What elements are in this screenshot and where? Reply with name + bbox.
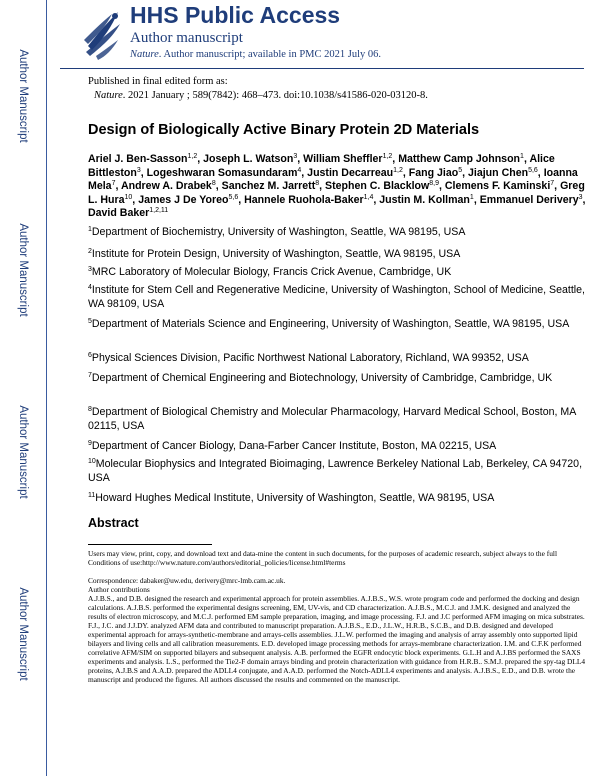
affiliation-number: 9 [88, 440, 92, 447]
affiliation [88, 405, 588, 433]
affiliation-number: 7 [88, 372, 92, 379]
contributions-heading: Author contributions [88, 585, 150, 594]
affiliation-text: Howard Hughes Medical Institute, University of Washington, Seattle, WA 98195, USA [95, 492, 495, 504]
author-affiliation-marker: 3 [136, 166, 141, 174]
author-name: Hannele Ruohola-Baker [244, 193, 364, 206]
affiliation-number: 11 [88, 492, 96, 499]
hhs-subtitle: Author manuscript [130, 30, 243, 46]
availability-line: Nature. Author manuscript; available in PMC 2021 July 06. [130, 49, 382, 60]
header-rule [60, 68, 584, 69]
author-affiliation-marker: 8 [211, 180, 216, 188]
author-name: William Sheffler [303, 153, 383, 165]
affiliation-text: Department of Biochemistry, University of Washington, Seattle, WA 98195, USA [91, 226, 466, 238]
author-affiliation-marker: 1,2 [382, 153, 393, 160]
author-name: Jiajun Chen [468, 166, 529, 179]
author-list: Ariel J. Ben-Sasson$^{1,2}$, Joseph L. Watson$^3$, William Sheffler$^{1,2}$, Matthew Camp Johnson$^1$, Alice Bittleston$^3$, Logeshwaran Somasundaram$^4$, Justin Decarreau$^{1,2}$, Fang Jiao$^5$, Jiajun Chen$^{5,6}$, Ioanna Mela$^7$, Andrew A. Drabek$^8$, Sanchez M. Jarrett$^8$, Stephen C. Blacklow$^{8,9}$, Clemens F. Kaminski$^7$, Greg L. Hura$^{10}$, James J De Yoreo$^{5,6}$, Hannele Ruohola-Baker$^{1,4}$, Justin M. Kollman$^1$, Emmanuel Derivery$^3$, David Baker$^{1,2,11}$ [88, 153, 586, 220]
affiliation [88, 283, 588, 311]
terms-of-use: Users may view, print, copy, and download text and data-mine the content in such documents, for the purposes of academic research, subject always to the full Conditions of use:http://www.nature.com/authors/editorial_policies/license.html#terms [88, 549, 558, 567]
affiliation-number: 3 [88, 266, 92, 273]
affiliation [88, 351, 588, 365]
author-name: Stephen C. Blacklow [325, 180, 430, 193]
author-affiliation-marker: 3 [293, 153, 298, 160]
affiliation-number: 6 [88, 352, 92, 359]
author-affiliation-marker: 3 [578, 193, 583, 201]
author-name: Clemens F. Kaminski [444, 180, 551, 193]
author-name: Joseph L. Watson [203, 153, 294, 165]
affiliation [88, 491, 588, 505]
affiliation-text: MRC Laboratory of Molecular Biology, Francis Crick Avenue, Cambridge, UK [91, 266, 452, 278]
author-name: Fang Jiao [408, 166, 459, 179]
author-contributions: A.J.B.S., and D.B. designed the research and experimental approach for protein assemblies. A.J.B.S., W.S. wrote program code and performed the docking and design calculations. A.J.B.S. performed the experimental designs screening, EM, UV-vis, and CD characterization. A.J.B.S., M.C.J. and J.M.K. designed and analyzed the results of electron microscopy, and M.C.J. performed EM sample preparation, imaging, and image processing. F.J. and J.C performed AFM imaging on mica substrates. F.J., J.C. and J.J.DY. analyzed AFM data and contributed to manuscript preparation. A.J.B.S., E.D., J.L.W., H.R.B., S.C.B., and D.B. designed and developed experimental approach for arrays-synthetic-membrane and arrays-cells assemblies. J.L.W. performed the imaging and analysis of array assembly onto supported lipid bilayers and living cells and all calibration measurements. E.D. developed image processing methods for arrays-membrane characterization. I.M. and C.F.K performed correlative AFM/SIM on supported bilayers and subsequent analysis. A.B. performed the EGFR endocytic block experiments. G.L.H and A.J.BS performed the SAXS experiments and analysis. L.S., performed the Tie2-F domain arrays binding and protein characterization with guidance from H.R.B.. S.M.J. prepared the spy-tag DLL4 proteins, A.J.B.S and A.A.D. prepared the ADLL4 conjugate, and A.A.D. performed the Notch-ADLL4 experiments and analysis. A.J.B.S., E.D., and D.B. wrote the manuscript and produced the figures. All authors discussed the results and commented on the manuscript. [88, 594, 586, 684]
article-title: Design of Biologically Active Binary Protein 2D Materials [88, 122, 480, 138]
affiliation-text: Physical Sciences Division, Pacific Northwest National Laboratory, Richland, WA 99352, USA [91, 352, 529, 364]
author-name: Andrew A. Drabek [120, 180, 212, 193]
correspondence: Correspondence: dabaker@uw.edu, derivery@mrc-lmb.cam.ac.uk. [88, 576, 286, 585]
author-affiliation-marker: 1 [469, 193, 474, 201]
author-affiliation-marker: 1,2,11 [149, 207, 169, 215]
affiliation [88, 265, 588, 279]
author-name: Ioanna Mela [88, 166, 578, 193]
author-name: Alice Bittleston [88, 153, 555, 179]
affiliation-text: Molecular Biophysics and Integrated Bioimaging, Lawrence Berkeley National Lab, Berkeley, CA 94720, USA [88, 458, 583, 484]
affiliation-number: 5 [88, 318, 92, 325]
affiliation [88, 439, 588, 453]
journal-name: Nature [130, 49, 159, 60]
author-name: David Baker [88, 207, 150, 220]
affiliation [88, 225, 588, 239]
author-affiliation-marker: 5,6 [228, 193, 239, 201]
affiliation [88, 247, 588, 261]
author-name: Sanchez M. Jarrett [221, 180, 316, 193]
affiliation [88, 457, 588, 485]
affiliation-text: Department of Materials Science and Engineering, University of Washington, Seattle, WA 98195, USA [91, 318, 570, 330]
affiliation [88, 317, 588, 331]
author-affiliation-marker: 1 [520, 153, 524, 160]
left-sidebar: Author Manuscript Author Manuscript Author Manuscript Author Manuscript [0, 0, 47, 776]
author-affiliation-marker: 8,9 [429, 180, 439, 188]
author-name: Logeshwaran Somasundaram [146, 166, 298, 179]
author-name: Matthew Camp Johnson [398, 153, 521, 165]
author-affiliation-marker: 1,4 [363, 193, 374, 201]
hhs-title: HHS Public Access [130, 2, 341, 28]
author-affiliation-marker: 7 [550, 180, 555, 188]
author-affiliation-marker: 8 [315, 180, 320, 188]
author-name: Ariel J. Ben-Sasson [88, 153, 188, 165]
author-affiliation-marker: 10 [124, 193, 133, 201]
citation-line: Nature. 2021 January ; 589(7842): 468–473. doi:10.1038/s41586-020-03120-8. [94, 90, 428, 101]
author-affiliation-marker: 5,6 [528, 166, 538, 174]
affiliation [88, 371, 588, 385]
affiliation-text: Department of Chemical Engineering and Biotechnology, University of Cambridge, Cambridge, UK [91, 372, 553, 384]
affiliation-number: 1 [88, 226, 92, 233]
published-label: Published in final edited form as: [88, 76, 228, 87]
affiliation-number: 2 [88, 248, 92, 255]
author-name: Justin Decarreau [307, 166, 394, 179]
author-affiliation-marker: 7 [111, 180, 116, 188]
abstract-heading: Abstract [88, 516, 139, 530]
affiliation-text: Department of Cancer Biology, Dana-Farber Cancer Institute, Boston, MA 02215, USA [91, 440, 497, 452]
affiliation-text: Department of Biological Chemistry and Molecular Pharmacology, Harvard Medical School, Boston, MA 02115, USA [88, 406, 576, 432]
author-name: Justin M. Kollman [379, 193, 470, 206]
affiliation-text: Institute for Stem Cell and Regenerative Medicine, University of Washington, School of Medicine, Seattle, WA 98109, USA [88, 284, 585, 310]
author-name: James J De Yoreo [138, 193, 229, 206]
author-affiliation-marker: 5 [458, 166, 463, 174]
author-name: Greg L. Hura [88, 180, 585, 206]
affiliation-text: Institute for Protein Design, University of Washington, Seattle, WA 98195, USA [91, 248, 461, 260]
affiliation-number: 4 [88, 284, 92, 291]
author-name: Emmanuel Derivery [479, 193, 579, 206]
affiliation-number: 10 [88, 458, 96, 465]
footnote-rule [88, 544, 212, 545]
author-affiliation-marker: 4 [297, 166, 302, 174]
affiliation-number: 8 [88, 406, 92, 413]
hhs-eagle-logo-icon [82, 6, 124, 62]
author-affiliation-marker: 1,2 [393, 166, 403, 174]
author-affiliation-marker: 1,2 [187, 153, 198, 160]
